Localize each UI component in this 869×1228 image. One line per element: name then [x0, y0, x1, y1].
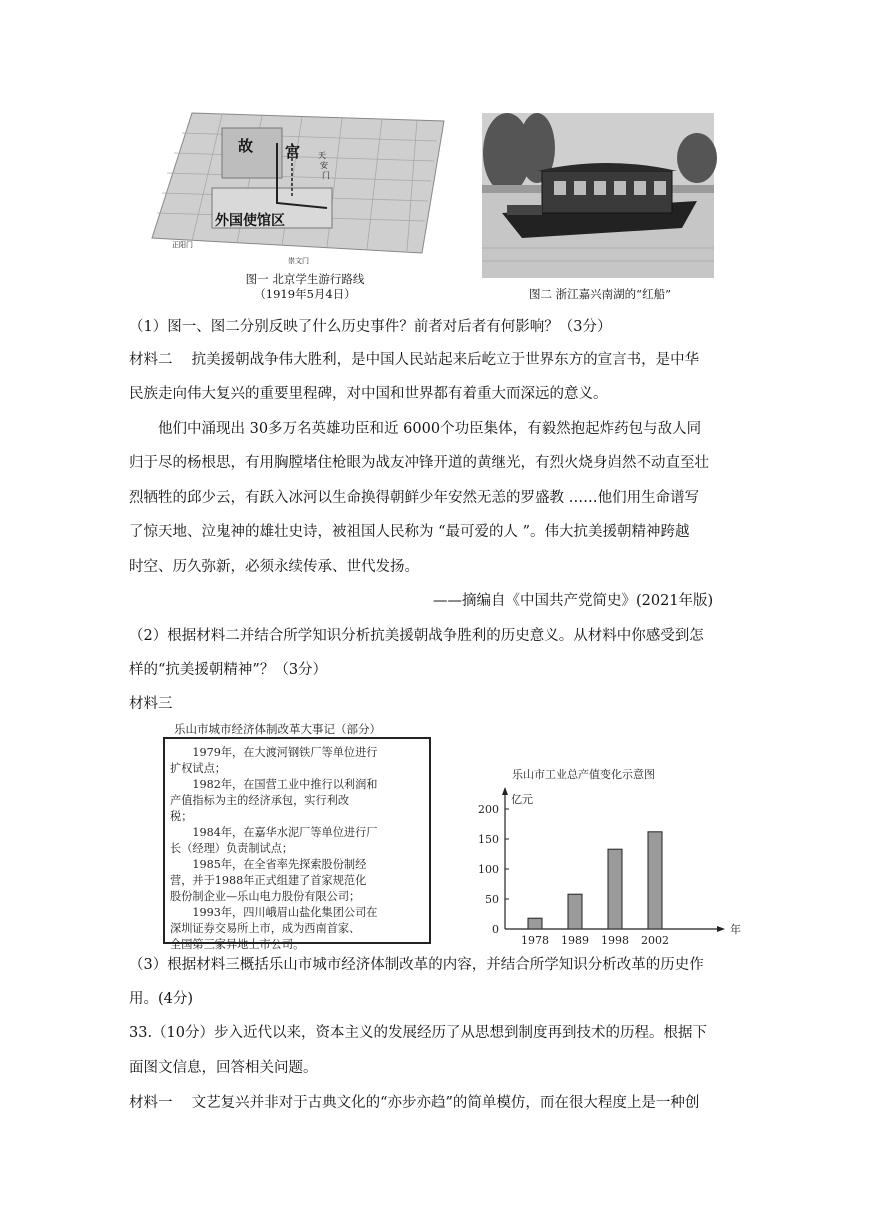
question-1: （1）图一、图二分别反映了什么历史事件？前者对后者有何影响？（3分）: [129, 319, 612, 335]
x-tick-label: 1998: [601, 934, 629, 947]
x-axis-arrow: [717, 926, 725, 932]
material3-label: 材料三: [129, 696, 173, 712]
chart-title: 乐山市工业总产值变化示意图: [512, 768, 655, 781]
material2-line-3: 他们中涌现出 30多万名英雄功臣和近 6000个功臣集体，有毅然抱起炸药包与敌人同: [129, 421, 702, 437]
bar: [528, 918, 542, 929]
reform-line-1: 1979年，在大渡河钢铁厂等单位进行: [170, 746, 378, 759]
y-axis-arrow: [502, 787, 508, 795]
reform-line-5: 税；: [170, 810, 193, 823]
question-33-line-1: 33.（10分）步入近代以来，资本主义的发展经历了从思想到制度再到技术的历程。根据下: [129, 1025, 708, 1041]
question-3-line-1: （3）根据材料三概括乐山市城市经济体制改革的内容，并结合所学知识分析改革的历史作: [129, 957, 704, 973]
y-axis-label: 亿元: [511, 793, 533, 806]
figure2-boat-photo: [482, 113, 714, 278]
figure1-map-image: [152, 113, 444, 268]
material2-source: ——摘编自《中国共产党简史》(2021年版): [433, 593, 714, 609]
reform-line-6: 1984年，在嘉华水泥厂等单位进行厂: [170, 826, 378, 839]
reform-box-title: 乐山市城市经济体制改革大事记（部分）: [174, 722, 381, 736]
reform-line-8: 1985年，在全省率先探索股份制经: [170, 858, 367, 871]
reform-line-2: 扩权试点；: [170, 762, 226, 775]
reform-line-7: 长（经理）负责制试点；: [170, 842, 294, 855]
map-label-legation: 外国使馆区: [215, 213, 285, 229]
y-tick-label: 200: [478, 803, 499, 816]
material2-line-1: 材料二 抗美援朝战争伟大胜利，是中国人民站起来后屹立于世界东方的宣言书，是中华: [129, 352, 700, 368]
industrial-output-chart: [460, 780, 741, 950]
bar: [608, 849, 622, 929]
y-tick-label: 100: [478, 863, 499, 876]
material2-line-5: 烈牺牲的邱少云，有跃入冰河以生命换得朝鲜少年安然无恙的罗盛教 ……他们用生命谱写: [129, 490, 700, 506]
question-2-line-1: （2）根据材料二并结合所学知识分析抗美援朝战争胜利的历史意义。从材料中你感受到怎: [129, 628, 704, 644]
reform-line-12: 深圳证券交易所上市，成为西南首家、: [170, 922, 361, 935]
reform-line-4: 产值指标为主的经济承包，实行利改: [170, 794, 350, 807]
figure1-caption: 图一 北京学生游行路线: [245, 272, 365, 286]
bar: [648, 832, 662, 929]
reform-line-13: 全国第三家异地上市公司。: [170, 938, 305, 951]
map-label-gong: 宫: [285, 143, 301, 161]
figure2-caption: 图二 浙江嘉兴南湖的“红船”: [529, 287, 671, 301]
map-label-tian: 天: [318, 151, 326, 160]
x-tick-label: 2002: [641, 934, 669, 947]
y-tick-label: 50: [485, 893, 499, 906]
material2-line-4: 归于尽的杨根思，有用胸膛堵住枪眼为战友冲锋开道的黄继光，有烈火烧身岿然不动直至壮: [129, 455, 709, 471]
map-label-gu: 故: [238, 137, 254, 155]
x-tick-label: 1978: [521, 934, 549, 947]
map-label-an: 安: [320, 161, 328, 170]
bar: [568, 894, 582, 929]
reform-line-3: 1982年，在国营工业中推行以利润和: [170, 778, 378, 791]
material1-line-1: 材料一 文艺复兴并非对于古典文化的“亦步亦趋”的简单模仿，而在很大程度上是一种创: [129, 1095, 700, 1111]
map-label-chongwenmen: 崇文门: [288, 257, 309, 265]
reform-line-9: 营，并于1988年正式组建了首家规范化: [170, 874, 367, 887]
map-label-zhengyangmen: 正阳门: [172, 241, 193, 249]
question-2-line-2: 样的“抗美援朝精神”？（3分）: [129, 662, 328, 678]
material2-line-2: 民族走向伟大复兴的重要里程碑，对中国和世界都有着重大而深远的意义。: [129, 386, 608, 402]
material2-line-7: 时空、历久弥新，必须永续传承、世代发扬。: [129, 559, 419, 575]
figure1-caption-date: （1919年5月4日）: [254, 287, 356, 301]
map-label-men: 门: [322, 171, 330, 180]
question-3-line-2: 用。(4分): [129, 991, 194, 1007]
question-33-line-2: 面图文信息，回答相关问题。: [129, 1060, 318, 1076]
reform-line-10: 股份制企业—乐山电力股份有限公司；: [170, 890, 361, 903]
x-axis-label: 年: [730, 923, 741, 936]
x-tick-label: 1989: [561, 934, 589, 947]
material2-line-6: 了惊天地、泣鬼神的雄壮史诗，被祖国人民称为 “最可爱的人 ”。伟大抗美援朝精神跨越: [129, 524, 690, 540]
reform-line-11: 1993年，四川峨眉山盐化集团公司在: [170, 906, 378, 919]
y-tick-label: 0: [492, 923, 499, 936]
y-tick-label: 150: [478, 833, 499, 846]
